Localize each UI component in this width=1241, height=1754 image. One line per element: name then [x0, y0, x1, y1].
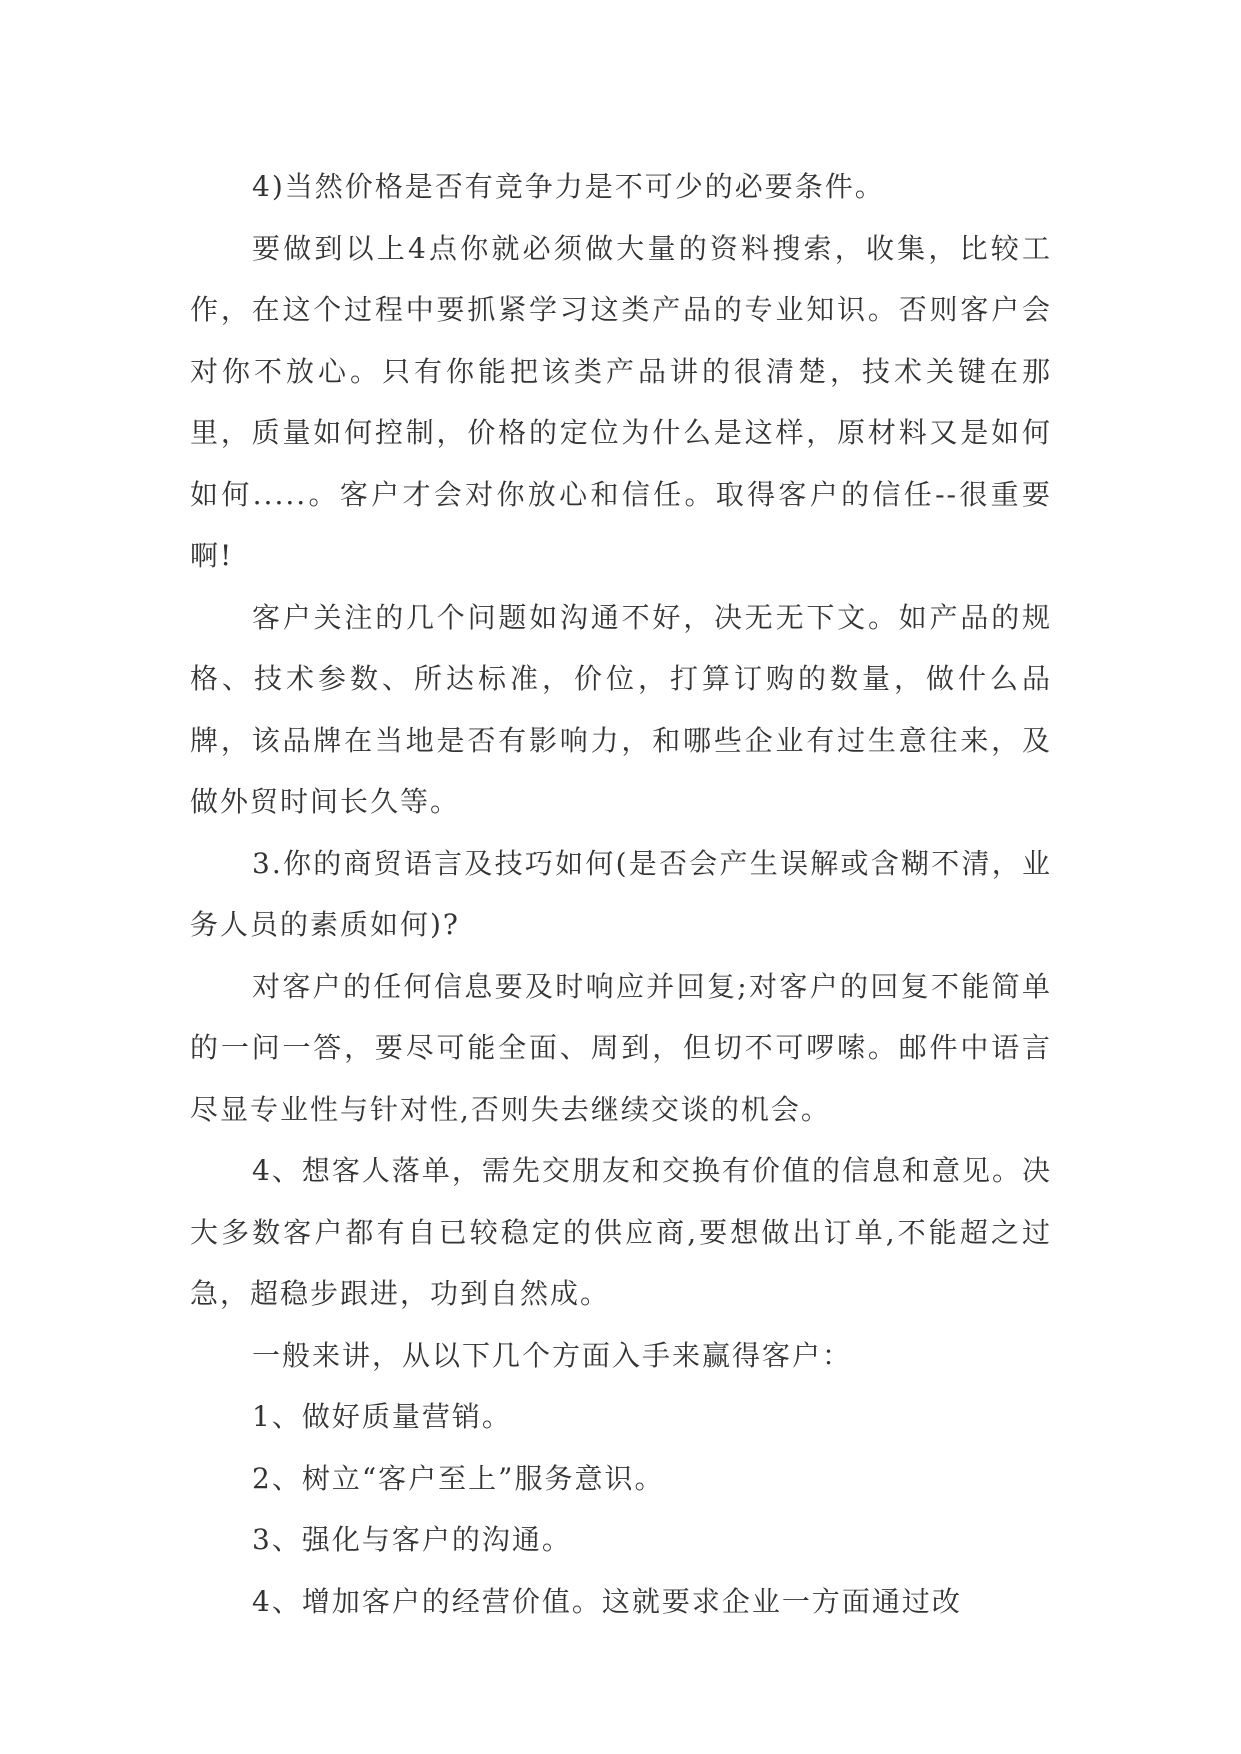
- document-body: [190, 156, 1052, 1632]
- paragraph-win-customers-intro: 一般来讲，从以下几个方面入手来赢得客户：: [252, 1338, 853, 1372]
- list-item-communication: 3、强化与客户的沟通。: [252, 1523, 572, 1556]
- list-item-quality-marketing: 1、做好质量营销。: [252, 1400, 512, 1433]
- list-item-customer-first: 2、树立“客户至上”服务意识。: [252, 1461, 665, 1495]
- paragraph-make-friends: 4、想客人落单，需先交朋友和交换有价值的信息和意见。决大多数客户都有自已较稳定的供应商,要想做出订单,不能超之过急，超稳步跟进，功到自然成。: [190, 1154, 1052, 1310]
- paragraph-price-condition: 4)当然价格是否有竞争力是不可少的必要条件。: [252, 170, 885, 203]
- list-item-business-value: 4、增加客户的经营价值。这就要求企业一方面通过改: [252, 1584, 962, 1618]
- paragraph-research-trust: 要做到以上4点你就必须做大量的资料搜索，收集，比较工作，在这个过程中要抓紧学习这类产品的专业知识。否则客户会对你不放心。只有你能把该类产品讲的很清楚，技术关键在那里，质量如何控制，价格的定位为什么是这样，原材料又是如何如何.....。客户才会对你放心和信任。取得客户的信任--很重要啊!: [190, 231, 1052, 572]
- paragraph-language-skills: 3.你的商贸语言及技巧如何(是否会产生误解或含糊不清，业务人员的素质如何)?: [190, 846, 1052, 941]
- paragraph-response: 对客户的任何信息要及时响应并回复;对客户的回复不能简单的一问一答，要尽可能全面、周到，但切不可啰嗦。邮件中语言尽显专业性与针对性,否则失去继续交谈的机会。: [190, 969, 1052, 1126]
- paragraph-customer-concerns: 客户关注的几个问题如沟通不好，决无无下文。如产品的规格、技术参数、所达标准，价位，打算订购的数量，做什么品牌，该品牌在当地是否有影响力，和哪些企业有过生意往来，及做外贸时间长久等。: [190, 600, 1052, 818]
